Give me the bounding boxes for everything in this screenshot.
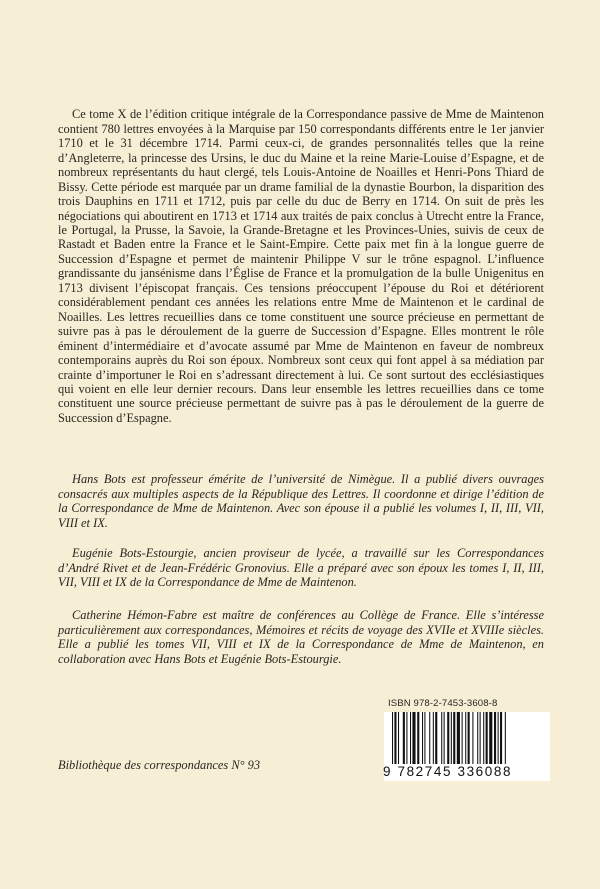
summary-paragraph: Ce tome X de l’édition critique intégrale de la Correspondance passive de Mme de Maintenon contient 780 lettres envoyées à la Marquise par 150 correspondants différents entre le 1er janvier 1710 et le 31 décembre 1714. Parmi ceux-ci, de grandes personnalités telles que la reine d’Angleterre, la princesse des Ursins, le duc du Maine et la reine Marie-Louise d’Espagne, et de nombreux représentants du haut clergé, tels Louis-Antoine de Noailles et Henri-Pons Thiard de Bissy. Cette période est marquée par un drame familial de la dynastie Bourbon, la disparition des trois Dauphins en 1711 et 1712, puis par celle du duc de Berry en 1714. On suit de près les négociations qui aboutirent en 1713 et 1714 aux traités de paix conclus à Utrecht entre la France, le Portugal, la Prusse, la Savoie, la Grande-Bretagne et les Provinces-Unies, suivis de ceux de Rastadt et Baden entre la France et le Saint-Empire. Cette paix met fin à la longue guerre de Succession d’Espagne et permet de maintenir Philippe V sur le trône espagnol. L’influence grandissante du jansénisme dans l’Église de France et la promulgation de la bulle Unigenitus en 1713 divisent l’épiscopat français. Ces tensions préoccupent l’épouse du Roi et détériorent considérablement pendant ces années les relations entre Mme de Maintenon et le cardinal de Noailles. Les lettres recueillies dans ce tome constituent une source précieuse en permettant de suivre pas à pas le déroulement de la guerre de Succession d’Espagne. Elles montrent le rôle éminent d’intermédiaire et d’avocate assumé par Mme de Maintenon en faveur de nombreux contemporains auprès du Roi son époux. Nombreux sont ceux qui font appel à sa médiation par crainte d’importuner le Roi en s’adressant directement à lui. Ce sont surtout des ecclésiastiques qui voient en elle leur dernier recours. Dans leur ensemble les lettres recueillies dans ce tome constituent une source précieuse permettant de suivre pas à pas le déroulement de la guerre de Succession d’Espagne. <box>58 107 544 425</box>
barcode-digits: 9 782745 336088 <box>383 764 513 779</box>
author-bio-eugenie-bots-estourgie: Eugénie Bots-Estourgie, ancien proviseur de lycée, a travaillé sur les Correspondances d’André Rivet et de Jean-Frédéric Gronovius. Elle a préparé avec son époux les tomes I, II, III, VII, VIII et IX de la Correspondance de Mme de Maintenon. <box>58 546 544 590</box>
series-label: Bibliothèque des correspondances N° 93 <box>58 758 261 772</box>
author-bio-catherine-hemon-fabre: Catherine Hémon-Fabre est maître de conférences au Collège de France. Elle s’intéresse particulièrement aux correspondances, Mémoires et récits de voyage des XVIIe et XVIIIe siècles. Elle a publié les tomes VII, VIII et IX de la Correspondance de Mme de Maintenon, en collaboration avec Hans Bots et Eugénie Bots-Estourgie. <box>58 608 544 666</box>
isbn-label: ISBN 978-2-7453-3608-8 <box>388 698 498 709</box>
author-bio-hans-bots: Hans Bots est professeur émérite de l’université de Nimègue. Il a publié divers ouvrages consacrés aux multiples aspects de la République des Lettres. Il coordonne et dirige l’édition de la Correspondance de Mme de Maintenon. Avec son épouse il a publié les volumes I, II, III, VII, VIII et IX. <box>58 472 544 530</box>
barcode-icon <box>392 712 548 764</box>
